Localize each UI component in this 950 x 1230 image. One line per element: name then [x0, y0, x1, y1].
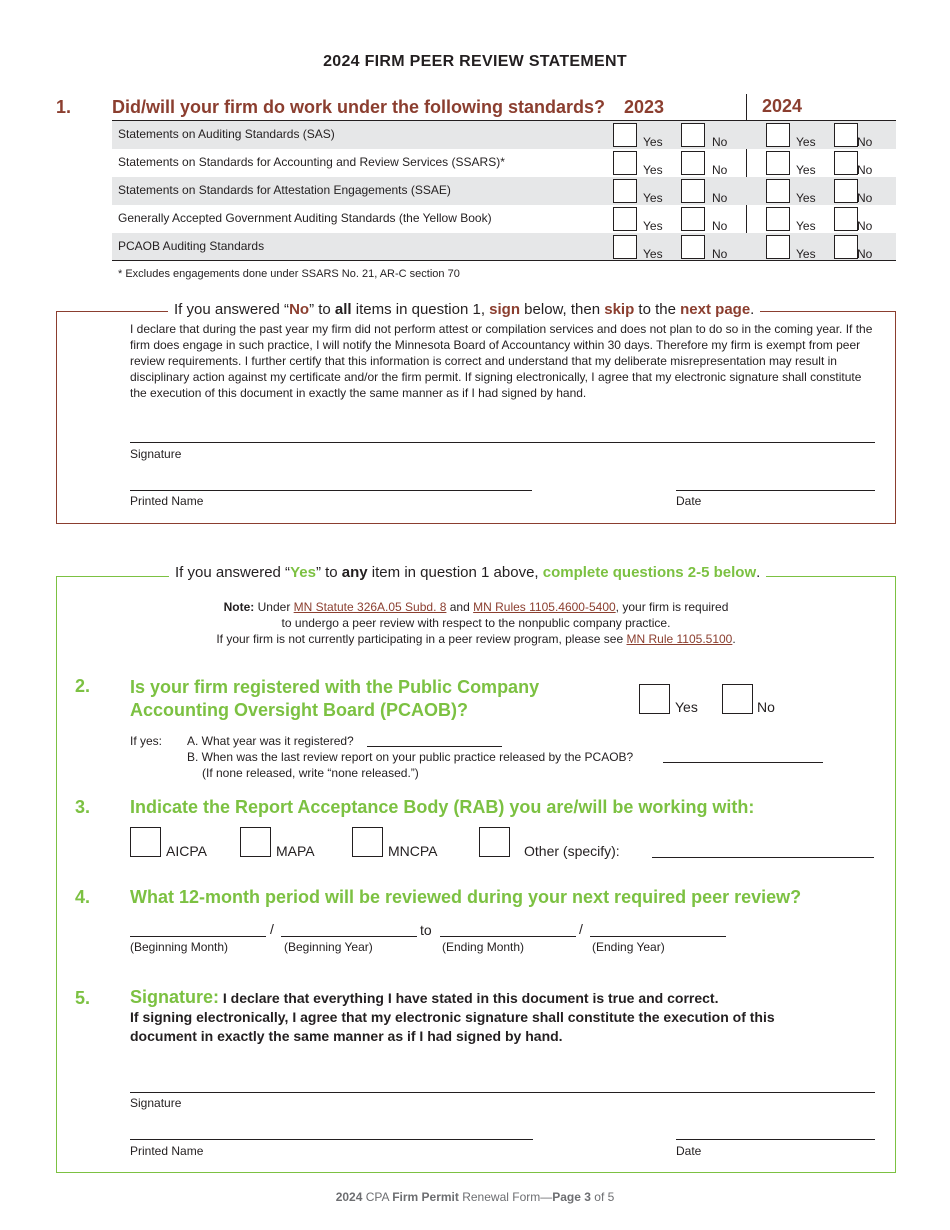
- registration-year-field[interactable]: [367, 746, 502, 747]
- yellow-book-2024-no-checkbox[interactable]: [834, 207, 858, 231]
- yes-label: Yes: [796, 135, 816, 149]
- beginning-month-field[interactable]: [130, 936, 266, 937]
- no-label: No: [757, 699, 775, 715]
- row-label: PCAOB Auditing Standards: [118, 239, 265, 253]
- if-yes-label: If yes:: [130, 734, 163, 748]
- ending-month-field[interactable]: [440, 936, 576, 937]
- page-title: 2024 FIRM PEER REVIEW STATEMENT: [323, 53, 627, 70]
- rab-aicpa-checkbox[interactable]: [130, 827, 161, 857]
- no-signature-field[interactable]: [130, 442, 875, 443]
- page-footer: 2024 CPA Firm Permit Renewal Form—Page 3 of 5: [335, 1190, 615, 1204]
- yellow-book-2023-no-checkbox[interactable]: [681, 207, 705, 231]
- yes-label: Yes: [643, 247, 663, 261]
- yes-printed-name-field[interactable]: [130, 1139, 533, 1140]
- q1-question: Did/will your firm do work under the following standards?: [112, 97, 606, 117]
- date-label: Date: [676, 494, 702, 508]
- rab-other-label: Other (specify):: [524, 843, 620, 859]
- signature-label: Signature: [130, 1096, 182, 1110]
- ssars-2023-yes-checkbox[interactable]: [613, 151, 637, 175]
- beginning-year-field[interactable]: [281, 936, 417, 937]
- q5-declaration: Signature: I declare that everything I have stated in this document is true and correct. If signing electronically, I agree that my electronic signature shall constitute the execution of this document in exactly the same manner as if I had signed by hand.: [130, 987, 775, 1044]
- mn-statute-link[interactable]: MN Statute 326A.05 Subd. 8: [293, 600, 447, 614]
- yes-signature-field[interactable]: [130, 1092, 875, 1093]
- row-label: Statements on Standards for Attestation Engagements (SSAE): [118, 183, 451, 197]
- rab-other-field[interactable]: [652, 857, 874, 858]
- pcaob-2024-yes-checkbox[interactable]: [766, 235, 790, 259]
- ssae-2023-yes-checkbox[interactable]: [613, 179, 637, 203]
- no-label: No: [712, 247, 728, 261]
- yes-label: Yes: [796, 219, 816, 233]
- yellow-book-2023-yes-checkbox[interactable]: [613, 207, 637, 231]
- no-section-declaration: I declare that during the past year my firm did not perform attest or compilation services and does not plan to do so in the coming year. If the firm does engage in such practice, I will notify the Minnesota Board of Accountancy within 30 days. Therefore my firm is exempt from peer review requirements. I further certify that this information is correct and understand that my deliberate misrepresentation may result in disciplinary action against my certificate and/or the firm permit. If signing electronically, I agree that my electronic signature shall constitute the execution of this document in exactly the same manner as if I had signed by hand.: [130, 322, 873, 400]
- ssars-2024-no-checkbox[interactable]: [834, 151, 858, 175]
- no-label: No: [857, 247, 873, 261]
- rab-mncpa-checkbox[interactable]: [352, 827, 383, 857]
- ending-year-label: (Ending Year): [592, 940, 665, 954]
- q2-question: Is your firm registered with the Public Company Accounting Oversight Board (PCAOB)?: [130, 677, 540, 720]
- yes-label: Yes: [643, 219, 663, 233]
- sas-2024-no-checkbox[interactable]: [834, 123, 858, 147]
- rab-mapa-label: MAPA: [276, 843, 315, 859]
- pcaob-2023-yes-checkbox[interactable]: [613, 235, 637, 259]
- signature-label: Signature: [130, 447, 182, 461]
- sas-2023-yes-checkbox[interactable]: [613, 123, 637, 147]
- no-printed-name-field[interactable]: [130, 490, 532, 491]
- q4-number: 4.: [75, 887, 91, 907]
- rab-mapa-checkbox[interactable]: [240, 827, 271, 857]
- yes-label: Yes: [796, 191, 816, 205]
- q1-year-2024: 2024: [762, 96, 803, 116]
- no-section-legend: If you answered “No” to all items in question 1, sign below, then skip to the next page.: [168, 301, 760, 318]
- mn-rule-5100-link[interactable]: MN Rule 1105.5100: [626, 632, 733, 646]
- last-review-date-field[interactable]: [663, 762, 823, 763]
- no-label: No: [712, 191, 728, 205]
- q3-number: 3.: [75, 797, 91, 817]
- yes-label: Yes: [643, 191, 663, 205]
- ending-month-label: (Ending Month): [442, 940, 525, 954]
- to-separator: to: [420, 922, 432, 938]
- q2-number: 2.: [75, 676, 91, 696]
- sas-2023-no-checkbox[interactable]: [681, 123, 705, 147]
- rab-other-checkbox[interactable]: [479, 827, 510, 857]
- row-label: Statements on Standards for Accounting and Review Services (SSARS)*: [118, 155, 505, 169]
- q5-number: 5.: [75, 988, 91, 1008]
- row-label: Statements on Auditing Standards (SAS): [118, 127, 335, 141]
- table-bottom-rule: [112, 260, 896, 261]
- pcaob-2023-no-checkbox[interactable]: [681, 235, 705, 259]
- beginning-year-label: (Beginning Year): [284, 940, 373, 954]
- yes-label: Yes: [796, 163, 816, 177]
- no-label: No: [857, 163, 873, 177]
- ssae-2024-no-checkbox[interactable]: [834, 179, 858, 203]
- yes-label: Yes: [796, 247, 816, 261]
- q2b-label: B. When was the last review report on your public practice released by the PCAOB?: [187, 750, 634, 764]
- ssae-2024-yes-checkbox[interactable]: [766, 179, 790, 203]
- yes-date-field[interactable]: [676, 1139, 875, 1140]
- ssars-2023-no-checkbox[interactable]: [681, 151, 705, 175]
- pcaob-registered-no-checkbox[interactable]: [722, 684, 753, 714]
- ssae-2023-no-checkbox[interactable]: [681, 179, 705, 203]
- mn-rules-link[interactable]: MN Rules 1105.4600-5400: [473, 600, 616, 614]
- q1-number: 1.: [56, 97, 72, 117]
- beginning-month-label: (Beginning Month): [130, 940, 229, 954]
- yes-label: Yes: [675, 699, 698, 715]
- no-label: No: [712, 163, 728, 177]
- no-label: No: [857, 191, 873, 205]
- row-label: Generally Accepted Government Auditing Standards (the Yellow Book): [118, 211, 492, 225]
- peer-review-note: Note: Under MN Statute 326A.05 Subd. 8 and MN Rules 1105.4600-5400, your firm is required to undergo a peer review with respect to the nonpublic company practice. If your firm is not currently participating in a peer review program, please see MN Rule 1105.5100.: [216, 600, 736, 646]
- q3-question: Indicate the Report Acceptance Body (RAB) you are/will be working with:: [130, 797, 755, 817]
- q2a-label: A. What year was it registered?: [187, 734, 354, 748]
- rab-aicpa-label: AICPA: [166, 843, 207, 859]
- q1-footnote: * Excludes engagements done under SSARS No. 21, AR-C section 70: [118, 268, 460, 280]
- slash-separator: /: [270, 921, 274, 937]
- ssars-2024-yes-checkbox[interactable]: [766, 151, 790, 175]
- date-label: Date: [676, 1144, 702, 1158]
- yes-section-legend: If you answered “Yes” to any item in question 1 above, complete questions 2-5 below.: [169, 564, 766, 581]
- no-label: No: [857, 135, 873, 149]
- slash-separator: /: [579, 921, 583, 937]
- pcaob-2024-no-checkbox[interactable]: [834, 235, 858, 259]
- yes-label: Yes: [643, 163, 663, 177]
- yes-label: Yes: [643, 135, 663, 149]
- no-label: No: [857, 219, 873, 233]
- ending-year-field[interactable]: [590, 936, 726, 937]
- printed-name-label: Printed Name: [130, 1144, 204, 1158]
- no-date-field[interactable]: [676, 490, 875, 491]
- no-label: No: [712, 219, 728, 233]
- printed-name-label: Printed Name: [130, 494, 204, 508]
- yellow-book-2024-yes-checkbox[interactable]: [766, 207, 790, 231]
- no-label: No: [712, 135, 728, 149]
- sas-2024-yes-checkbox[interactable]: [766, 123, 790, 147]
- q2b-note: (If none released, write “none released.”): [202, 766, 419, 780]
- q4-question: What 12-month period will be reviewed during your next required peer review?: [130, 887, 802, 907]
- rab-mncpa-label: MNCPA: [388, 843, 438, 859]
- pcaob-registered-yes-checkbox[interactable]: [639, 684, 670, 714]
- yes-answer-section: [56, 576, 896, 1173]
- q1-year-2023: 2023: [624, 97, 665, 117]
